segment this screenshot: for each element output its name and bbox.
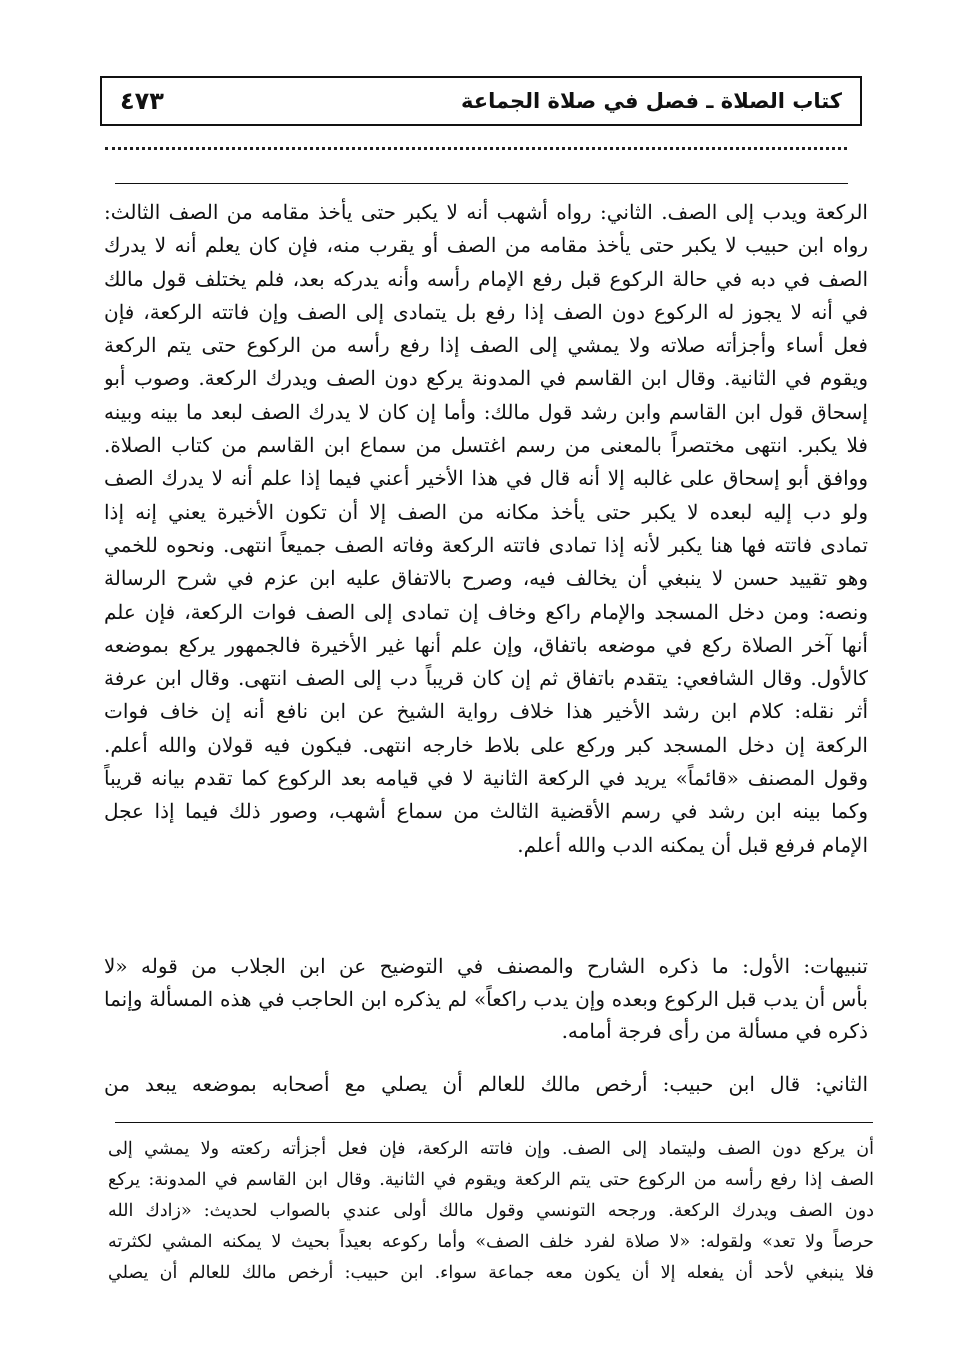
footnote-text — [108, 1134, 874, 1289]
text-line: في أنه لا يجوز له الركوع دون الصف إذا رفع بل يتمادى إلى الصف وإن فاتته الركعة، فإن — [104, 299, 868, 324]
footnote-line: حرصاً ولا تعد» ولقوله: «لا صلاة لفرد خلف الصف» وأما ركوعه بعيداً بحيث لا يمكنه المشي لكثرته — [108, 1232, 874, 1252]
running-header — [100, 76, 862, 126]
text-line: إسحاق قول ابن القاسم وابن رشد قول مالك: وأما إن كان لا يدرك الصف لبعد ما بينه وبينه — [104, 399, 868, 424]
dotted-separator — [105, 147, 847, 150]
text-line: أثر نقله: كلام ابن رشد الأخير هذا خلاف رواية الشيخ عن ابن نافع أنه إن خاف فوات — [104, 699, 868, 724]
text-line: تنبيهات: الأول: ما ذكره الشارح والمصنف في التوضيح عن ابن الجلاب من قوله «لا — [104, 954, 868, 978]
text-line: وكما بينه ابن رشد في رسم الأقضية الثالث من سماع أشهب، وصور ذلك فيما إذا عجل — [104, 799, 868, 824]
text-line: فلا يكبر. انتهى مختصراً بالمعنى من رسم اغتسل من سماع ابن القاسم من كتاب الصلاة. — [104, 433, 868, 458]
text-line: وقول المصنف «قائماً» يريد في الركعة الثانية لا في قيامه بعد الركوع كما تقدم بيانه قريباً — [104, 766, 868, 791]
text-line: الركعة ويدب إلى الصف. الثاني: رواه أشهب أنه لا يكبر حتى يأخذ مقامه من الصف الثالث: — [104, 200, 868, 224]
text-line: أنها آخر الصلاة ركع في موضعه باتفاق، وإن علم أنها غير الأخيرة فالجمهور يركع بموضعه — [104, 632, 868, 657]
text-line: ونصه: ومن دخل المسجد والإمام راكع وخاف إن تمادى إلى الصف فوات الركعة، فإن علم — [104, 599, 868, 624]
text-line: بأس أن يدب قبل الركوع وبعده وإن يدب راكعاً» لم يذكره ابن الحاجب في هذه المسألة وإنما — [104, 986, 868, 1011]
text-line: الصف في دبه في حالة الركوع قبل رفع الإمام رأسه وأنه يدركه بعد، فلم يختلف قول مالك — [104, 266, 868, 291]
main-text — [104, 196, 868, 862]
text-line: ووافق أبو إسحاق على غالبه إلا أنه قال في هذا الأخير أعني فيما إذا علم أنه لا يدرك الصف — [104, 466, 868, 491]
footnote-line: أن يركع دون الصف وليتماد إلى الصف. وإن فاتته الركعة، فإن فعل أجزأته ركعته ولا يمشي إلى — [108, 1139, 874, 1159]
footnote-line: الصف إذا رفع رأسه من الركوع حتى يتم الركعة ويقوم في الثانية. وقال ابن القاسم في المدونة: يركع — [108, 1170, 874, 1190]
text-line: الإمام فرفع قبل أن يمكنه الدب والله أعلم. — [517, 832, 868, 857]
header-title: كتاب الصلاة ـ فصل في صلاة الجماعة — [460, 89, 842, 113]
second-paragraph — [104, 1068, 868, 1101]
text-line: ذكره في مسألة من رأى فرجة أمامه. — [561, 1019, 868, 1043]
text-line: الركعة إن دخل المسجد كبر وركع على بلاط خارجه انتهى. فيكون فيه قولان والله أعلم. — [104, 732, 868, 757]
page-number: ٤٧٣ — [120, 87, 164, 115]
tanbihat-paragraph — [104, 950, 868, 1048]
text-line: تمادى فاتته فها هنا يكبر لأنه إذا تمادى فاتته الركعة وفاته الصف جميعاً انتهى. ونحوه للخمي — [104, 532, 868, 557]
text-line: رواه ابن حبيب لا يكبر حتى يأخذ مقامه من الصف أو يقرب منه، فإن كان يعلم أنه لا يدرك — [104, 233, 868, 258]
text-line: كالأول. وقال الشافعي: يتقدم باتفاق ثم إن كان قريباً دب إلى الصف انتهى. وقال ابن عرفة — [104, 666, 868, 691]
text-line: فعل أساء وأجزأته صلاته ولا يمشي إلى الصف إذا رفع رأسه من الركوع حتى يتم الركعة — [104, 333, 868, 358]
top-rule — [115, 183, 848, 184]
text-line: وهو تقييد حسن لا ينبغي أن يخالف فيه، وصرح بالاتفاق عليه ابن عزم في شرح الرسالة — [104, 566, 868, 591]
footnote-line: فلا ينبغي لأحد أن يفعله إلا أن يكون معه جماعة سواء. ابن حبيب: أرخص مالك للعالم أن يصلي — [108, 1263, 874, 1283]
text-line: الثاني: قال ابن حبيب: أرخص مالك للعالم أن يصلي مع أصحابه بموضعه يبعد من — [104, 1072, 868, 1096]
text-line: ولو دب إليه لبعده لا يكبر حتى يأخذ مكانه من الصف إلا أن تكون الأخيرة يعني إنه إذا — [104, 499, 868, 524]
footnote-line: دون الصف ويدرك الركعة. ورجحه التونسي وقول مالك أولى عندي بالصواب لحديث: «زادك الله — [108, 1201, 874, 1221]
text-line: ويقوم في الثانية. وقال ابن القاسم في المدونة يركع دون الصف ويدرك الركعة. وصوب أبو — [104, 366, 868, 391]
footnote-rule — [115, 1122, 873, 1123]
